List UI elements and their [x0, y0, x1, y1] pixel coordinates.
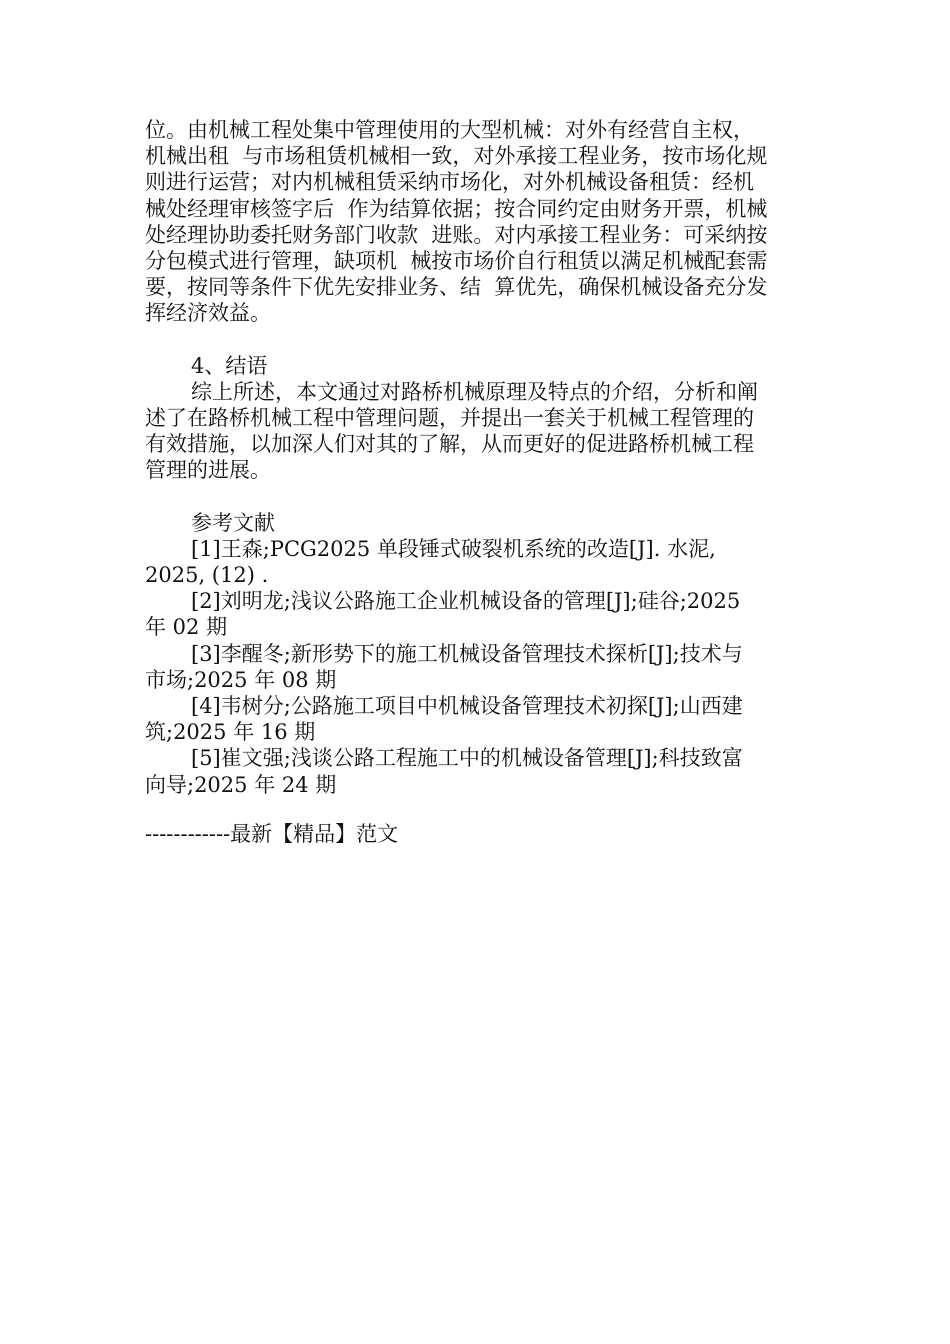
paragraph-line: 有效措施，以加深人们对其的了解，从而更好的促进路桥机械工程	[145, 432, 754, 457]
reference-line: [2]刘明龙;浅议公路施工企业机械设备的管理[J];硅谷;2025	[191, 589, 741, 614]
paragraph-spacer	[145, 327, 810, 353]
reference-line: [4]韦树分;公路施工项目中机械设备管理技术初探[J];山西建	[191, 694, 743, 719]
references-heading: 参考文献	[191, 510, 275, 535]
paragraph-line: 综上所述，本文通过对路桥机械原理及特点的介绍，分析和阐	[191, 379, 758, 404]
reference-line: 年 02 期	[145, 615, 228, 640]
paragraph-line: 处经理协助委托财务部门收款 进账。对内承接工程业务：可采纳按	[145, 222, 768, 247]
reference-line: [3]李醒冬;新形势下的施工机械设备管理技术探析[J];技术与	[191, 641, 743, 666]
paragraph-line: 挥经济效益。	[145, 301, 271, 326]
reference-item	[145, 693, 810, 745]
reference-item	[145, 745, 810, 797]
reference-line: [1]王森;PCG2025 单段锤式破裂机系统的改造[J]. 水泥,	[191, 536, 716, 561]
paragraph-spacer	[145, 484, 810, 510]
paragraph-line: 要，按同等条件下优先安排业务、结 算优先，确保机械设备充分发	[145, 275, 768, 300]
reference-item	[145, 641, 810, 693]
paragraph-line: 管理的进展。	[145, 458, 271, 483]
conclusion-section	[145, 353, 810, 484]
reference-line: 向导;2025 年 24 期	[145, 772, 337, 797]
reference-line: [5]崔文强;浅谈公路工程施工中的机械设备管理[J];科技致富	[191, 746, 743, 771]
reference-line: 筑;2025 年 16 期	[145, 720, 316, 745]
references-section	[145, 510, 810, 798]
paragraph-line: 机械出租 与市场租赁机械相一致，对外承接工程业务，按市场化规	[145, 144, 768, 169]
reference-line: 2025, (12) .	[145, 563, 269, 588]
footer-text: ------------最新【精品】范文	[145, 822, 399, 846]
reference-item	[145, 588, 810, 640]
paragraph-line: 分包模式进行管理，缺项机 械按市场价自行租赁以满足机械配套需	[145, 249, 768, 274]
paragraph-line: 位。由机械工程处集中管理使用的大型机械：对外有经营自主权，	[145, 118, 754, 142]
paragraph-line: 述了在路桥机械工程中管理问题，并提出一套关于机械工程管理的	[145, 406, 754, 431]
section-heading: 4、结语	[191, 353, 268, 378]
reference-item	[145, 536, 810, 588]
paragraph-line: 则进行运营；对内机械租赁采纳市场化，对外机械设备租赁：经机	[145, 170, 754, 195]
reference-line: 市场;2025 年 08 期	[145, 667, 337, 692]
document-body	[145, 117, 810, 798]
paragraph-line: 械处经理审核签字后 作为结算依据；按合同约定由财务开票，机械	[145, 196, 768, 221]
continuation-paragraph	[145, 117, 810, 327]
